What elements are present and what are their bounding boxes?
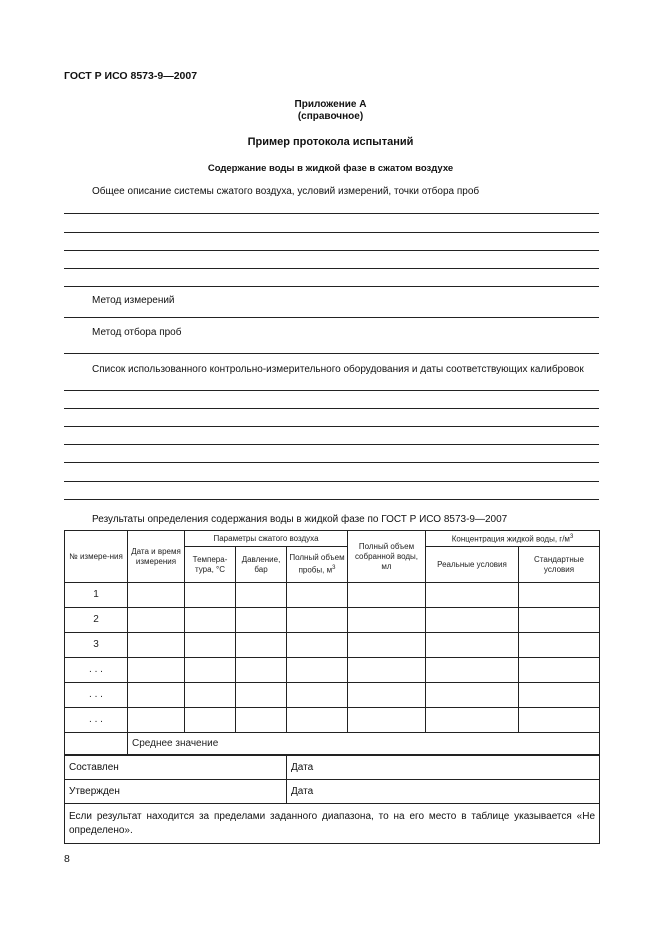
standard-header: ГОСТ Р ИСО 8573-9—2007: [64, 70, 198, 82]
annex-title: Приложение А: [294, 99, 367, 110]
equipment-line: [64, 462, 599, 463]
equipment-line: [64, 481, 599, 482]
header-sample-volume: Полный объем пробы, $м^3$: [287, 547, 348, 583]
table-row: 1: [65, 583, 600, 608]
results-table: [64, 530, 600, 755]
equipment-label: Список использованного контрольно-измерительного оборудования и даты соответствующих калибровок: [92, 364, 584, 375]
page-number: 8: [64, 853, 70, 865]
header-pressure: Давление, бар: [236, 547, 287, 583]
description-line: [64, 213, 599, 214]
method-label: Метод измерений: [92, 295, 175, 306]
table-row: 2: [65, 608, 600, 633]
description-line: [64, 250, 599, 251]
note-text: Если результат находится за пределами заданного диапазона, то на его место в таблице указывается «Не определено».: [65, 804, 600, 844]
header-water-volume: Полный объем собранной воды, мл: [348, 531, 426, 583]
annex-heading: Пример протокола испытаний: [247, 136, 414, 148]
description-line: [64, 286, 599, 287]
annex-subtitle: (справочное): [297, 111, 364, 122]
table-row: . . .: [65, 683, 600, 708]
equipment-line: [64, 426, 599, 427]
header-standard-conditions: Стандартные условия: [519, 547, 600, 583]
header-concentration-group: Концентрация жидкой воды, $г/м^3$: [426, 531, 600, 547]
approved-label: Утвержден: [65, 780, 287, 804]
average-label: Среднее значение: [128, 733, 600, 755]
table-row: 3: [65, 633, 600, 658]
sampling-label: Метод отбора проб: [92, 327, 182, 338]
header-number: № измере-ния: [65, 531, 128, 583]
description-line: [64, 268, 599, 269]
annex-subheading: Содержание воды в жидкой фазе в сжатом воздухе: [207, 163, 454, 174]
results-label: Результаты определения содержания воды в жидкой фазе по ГОСТ Р ИСО 8573-9—2007: [92, 514, 508, 525]
equipment-line: [64, 390, 599, 391]
header-params-group: Параметры сжатого воздуха: [185, 531, 348, 547]
description-label: Общее описание системы сжатого воздуха, условий измерений, точки отбора проб: [92, 186, 480, 197]
description-line: [64, 232, 599, 233]
sampling-line: [64, 353, 599, 354]
header-datetime: Дата и время измерения: [128, 531, 185, 583]
method-line: [64, 317, 599, 318]
header-temperature: Темпера-тура, °С: [185, 547, 236, 583]
equipment-line: [64, 499, 599, 500]
table-row: . . .: [65, 658, 600, 683]
average-row: [65, 733, 600, 755]
header-real-conditions: Реальные условия: [426, 547, 519, 583]
compiled-label: Составлен: [65, 756, 287, 780]
equipment-line: [64, 444, 599, 445]
approved-date-label: Дата: [287, 780, 600, 804]
signature-table: [64, 755, 600, 844]
compiled-date-label: Дата: [287, 756, 600, 780]
equipment-line: [64, 408, 599, 409]
table-row: . . .: [65, 708, 600, 733]
